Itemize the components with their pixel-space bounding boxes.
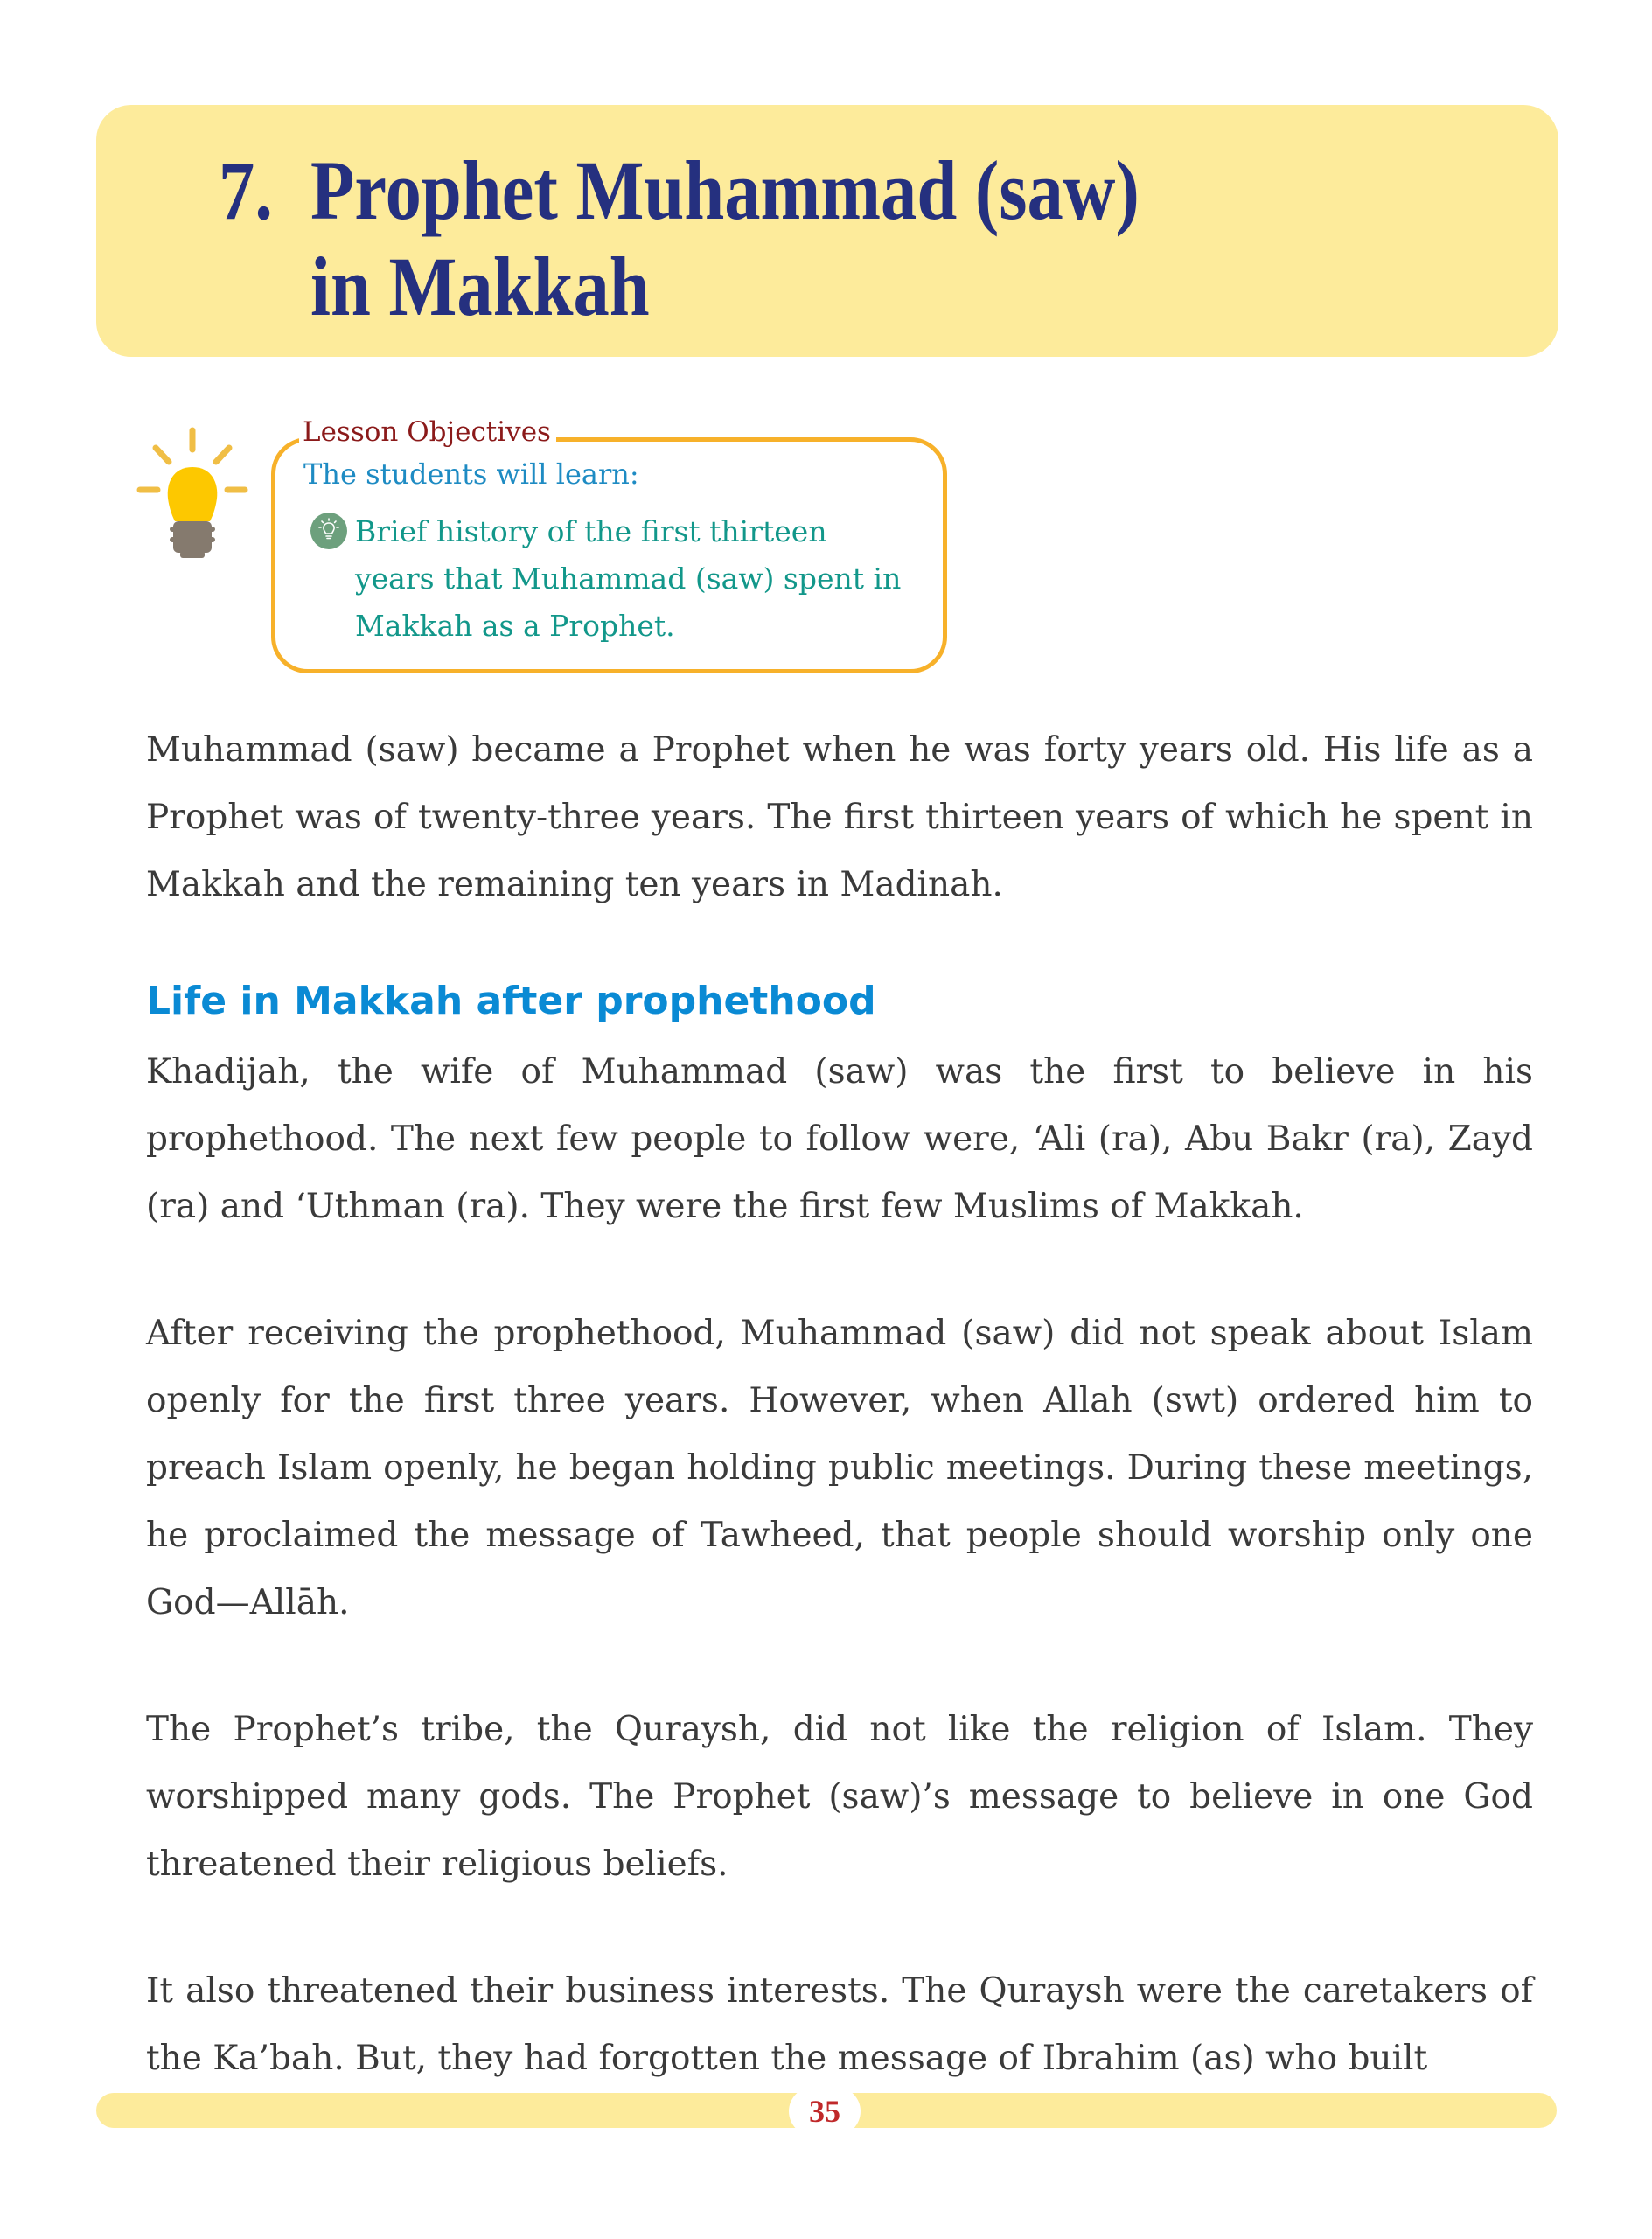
lesson-objective-item: Brief history of the first thirteen years that Muhammad (saw) spent in Makkah as a Prophet. [355, 514, 902, 643]
paragraph-first-believers: Khadijah, the wife of Muhammad (saw) was the first to believe in his prophethood. The next few people to follow were, ‘Ali (ra), Abu Bakr (ra), Zayd (ra) and ‘Uthman (ra). They were the first few Muslims of Makkah. [146, 1052, 1533, 1226]
paragraph-public-preaching: After receiving the prophethood, Muhammad (saw) did not speak about Islam openly for the first three years. However, when Allah (swt) ordered him to preach Islam openly, he began holding public meetings. During these meetings, he proclaimed the message of Tawheed, that people should worship only one God—Allāh. [146, 1314, 1533, 1622]
lightbulb-icon [129, 423, 261, 563]
paragraph-intro: Muhammad (saw) became a Prophet when he was forty years old. His life as a Prophet was of twenty-three years. The first thirteen years of which he spent in Makkah and the remaining ten years in Madinah. [146, 730, 1533, 904]
lightbulb-bullet-icon [310, 513, 347, 549]
chapter-title-banner [96, 105, 1558, 357]
chapter-title-line1: Prophet Muhammad (saw) [310, 143, 1140, 237]
lesson-objectives-label: Lesson Objectives [299, 415, 556, 450]
paragraph-quraysh-beliefs: The Prophet’s tribe, the Quraysh, did not like the religion of Islam. They worshipped many gods. The Prophet (saw)’s message to believe in one God threatened their religious beliefs. [146, 1710, 1533, 1884]
paragraph-business-interests: It also threatened their business interests. The Quraysh were the caretakers of the Ka’bah. But, they had forgotten the message of Ibrahim (as) who built [146, 1971, 1533, 2078]
lesson-objectives-intro: The students will learn: [303, 457, 639, 491]
chapter-title-line2: in Makkah [310, 240, 650, 333]
section-heading: Life in Makkah after prophethood [146, 979, 876, 1023]
page-number: 35 [789, 2087, 861, 2136]
chapter-number: 7. [219, 143, 273, 237]
